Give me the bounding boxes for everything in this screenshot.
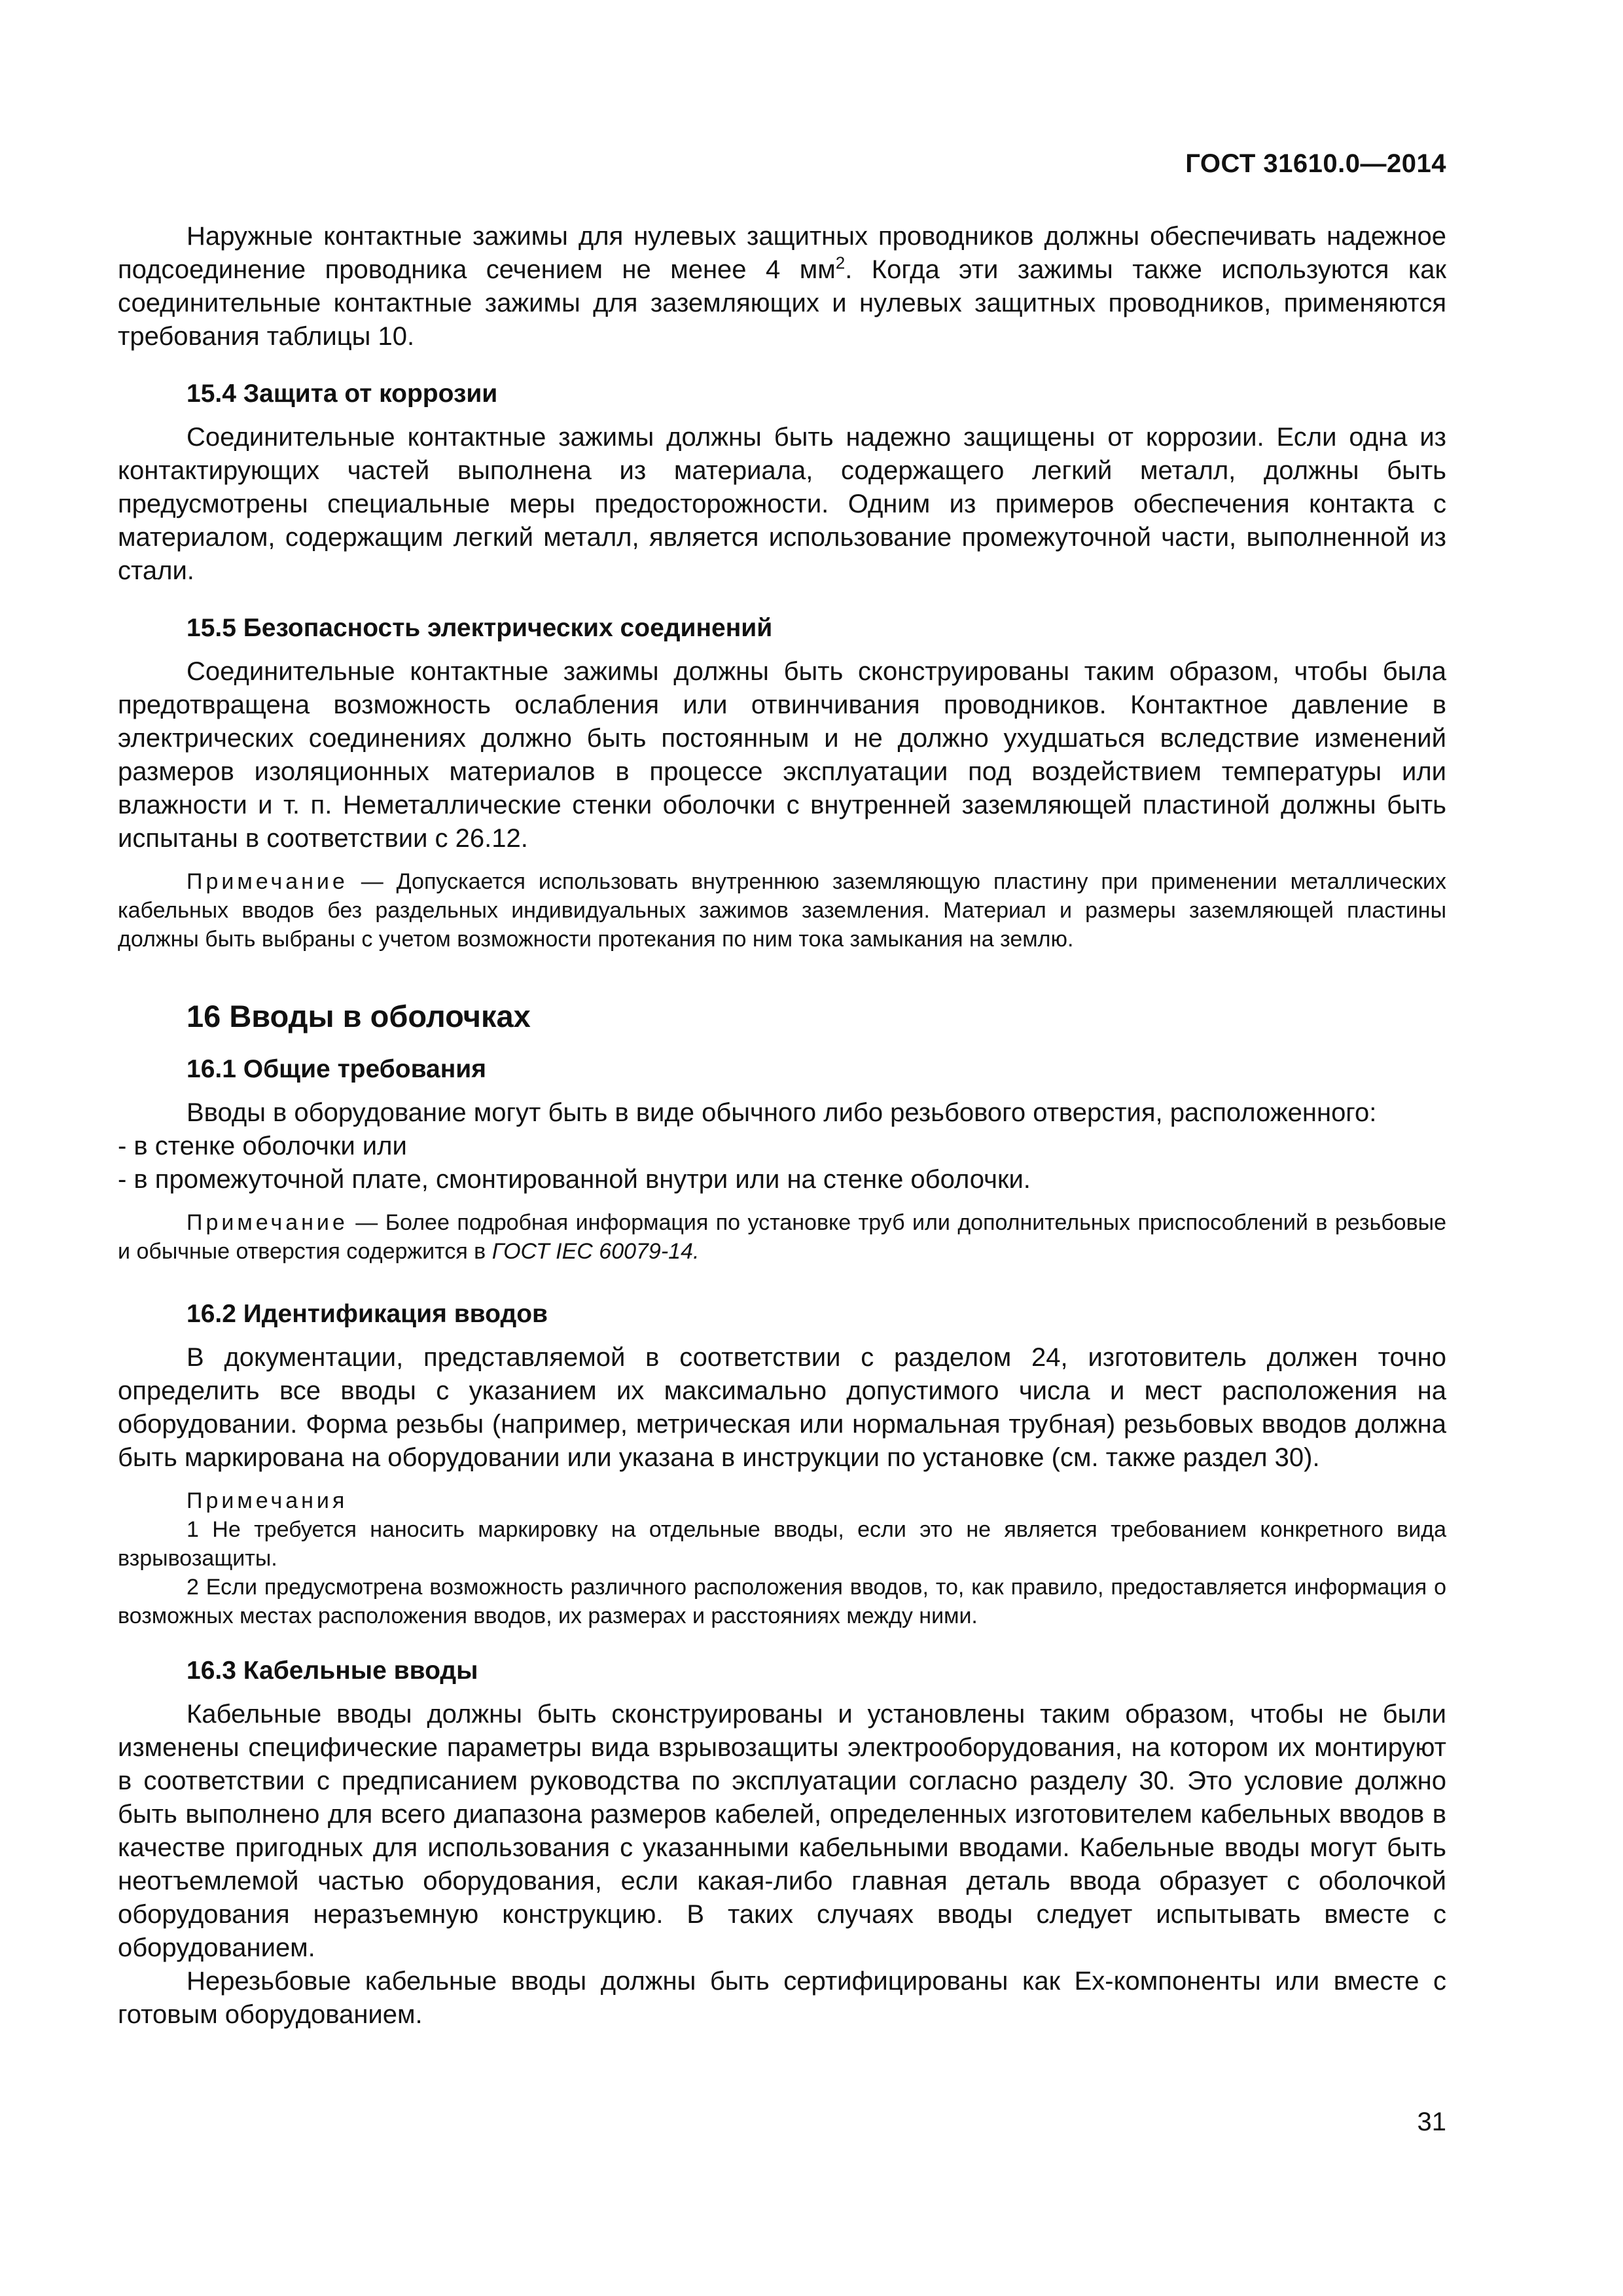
intro-superscript: 2 — [835, 253, 846, 273]
note-16-2-1: 1 Не требуется наносить маркировку на отдельные вводы, если это не является требованием конкретного вида взрывозащиты. — [118, 1517, 1446, 1571]
note-label: Примечание — [187, 869, 348, 894]
note-16-1 — [118, 1208, 1446, 1266]
heading-section-16: 16 Вводы в оболочках — [187, 999, 531, 1033]
document-header: ГОСТ 31610.0—2014 — [1185, 149, 1446, 178]
paragraph-16-3-2: Нерезьбовые кабельные вводы должны быть сертифицированы как Ex-компоненты или вместе с готовым оборудованием. — [118, 1967, 1446, 2029]
paragraph-16-3-1: Кабельные вводы должны быть сконструированы и установлены таким образом, чтобы не были изменены специфические параметры вида взрывозащиты электрооборудования, на котором их монтируют в соответствии с предписанием руководства по эксплуатации согласно разделу 30. Это условие должно быть выполнено для всего диапазона размеров кабелей, определенных изготовителем кабельных вводов в качестве пригодных для использования с указанными кабельными вводами. Кабельные вводы могут быть неотъемлемой частью оборудования, если какая-либо главная деталь ввода образует с оболочкой оборудования неразъемную конструкцию. В таких случаях вводы следует испытывать вместе с оборудованием. — [118, 1700, 1446, 1962]
paragraph-16-1: Вводы в оборудование могут быть в виде обычного либо резьбового отверстия, расположенного: — [187, 1098, 1377, 1127]
list-item-2: - в промежуточной плате, смонтированной внутри или на стенке оболочки. — [118, 1165, 1031, 1194]
intro-paragraph — [118, 220, 1446, 353]
page-content — [118, 220, 1446, 2032]
note-15-5 — [118, 867, 1446, 954]
heading-16-1: 16.1 Общие требования — [187, 1055, 487, 1083]
notes-16-2 — [118, 1486, 1446, 1630]
heading-15-4: 15.4 Защита от коррозии — [187, 380, 498, 408]
intro-text-after: . Когда эти зажимы также используются как соединительные контактные зажимы для заземляющих и нулевых защитных проводников, применяются требования таблицы 10. — [118, 255, 1446, 351]
heading-15-5: 15.5 Безопасность электрических соединений — [187, 614, 773, 642]
note-text: — Более подробная информация по установке труб или дополнительных приспособлений в резьбовые и обычные отверстия содержится в — [118, 1210, 1446, 1264]
page-number: 31 — [1417, 2108, 1446, 2136]
paragraph-15-5: Соединительные контактные зажимы должны быть сконструированы таким образом, чтобы была предотвращена возможность ослабления или отвинчивания проводников. Контактное давление в электрических соединениях должно быть постоянным и не должно ухудшаться вследствие изменений размеров изоляционных материалов в процессе эксплуатации под воздействием температуры или влажности и т. п. Неметаллические стенки оболочки с внутренней заземляющей пластиной должны быть испытаны в соответствии с 26.12. — [118, 657, 1446, 853]
intro-text-before: Наружные контактные зажимы для нулевых защитных проводников должны обеспечивать надежное подсоединение проводника сечением не менее 4 мм — [118, 222, 1446, 284]
heading-16-2: 16.2 Идентификация вводов — [187, 1300, 548, 1328]
paragraph-15-4: Соединительные контактные зажимы должны быть надежно защищены от коррозии. Если одна из контактирующих частей выполнена из материала, содержащего легкий металл, должны быть предусмотрены специальные меры предосторожности. Одним из примеров обеспечения контакта с материалом, содержащим легкий металл, является использование промежуточной части, выполненной из стали. — [118, 423, 1446, 585]
note-16-2-2: 2 Если предусмотрена возможность различного расположения вводов, то, как правило, предоставляется информация о возможных местах расположения вводов, их размерах и расстояниях между ними. — [118, 1575, 1446, 1628]
notes-label: Примечания — [187, 1488, 348, 1513]
heading-16-3: 16.3 Кабельные вводы — [187, 1657, 478, 1685]
list-item-1: - в стенке оболочки или — [118, 1132, 407, 1160]
note-text: — Допускается использовать внутреннюю заземляющую пластину при применении металлических кабельных вводов без раздельных индивидуальных зажимов заземления. Материал и размеры заземляющей пластины должны быть выбраны с учетом возможности протекания по ним тока замыкания на землю. — [118, 869, 1446, 952]
note-label: Примечание — [187, 1210, 348, 1235]
note-reference: ГОСТ IEC 60079-14. — [491, 1239, 700, 1264]
paragraph-16-2: В документации, представляемой в соответствии с разделом 24, изготовитель должен точно определить все вводы с указанием их максимально допустимого числа и мест расположения на оборудовании. Форма резьбы (например, метрическая или нормальная трубная) резьбовых вводов должна быть маркирована на оборудовании или указана в инструкции по установке (см. также раздел 30). — [118, 1343, 1446, 1472]
